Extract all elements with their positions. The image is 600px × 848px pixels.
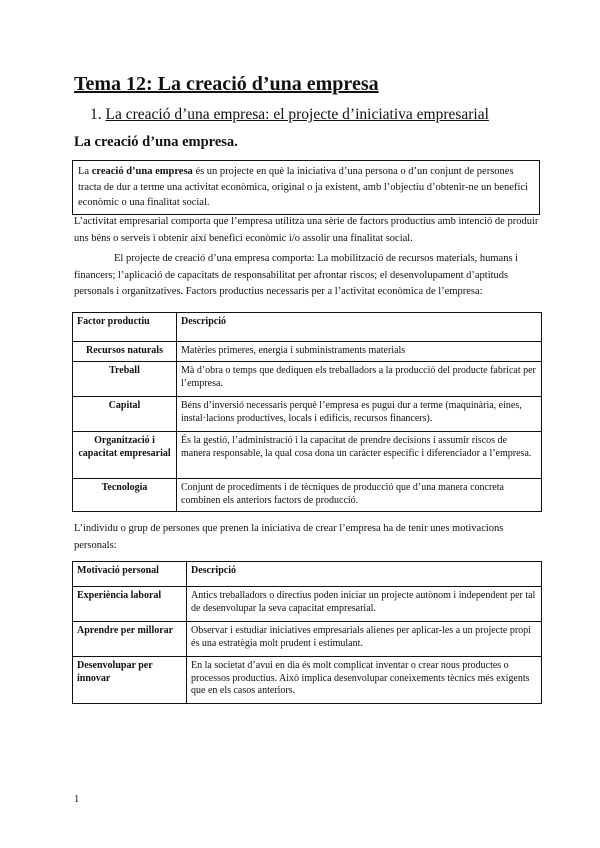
section-heading: La creació d’una empresa. xyxy=(74,134,238,150)
table-header-row xyxy=(73,562,542,587)
motivation-description: Antics treballadors o directius poden iniciar un projecte autònom i independent per tal de desenvolupar la seva capacitat empresarial. xyxy=(187,587,542,622)
table-header-cell: Factor productiu xyxy=(73,313,177,342)
subtitle xyxy=(90,106,489,124)
definition-prefix: La xyxy=(78,166,92,177)
definition-text: és un projecte en què la iniciativa d’una persona o d’un conjunt de persones tracta de dur a terme una activitat econòmica, original o ja existent, amb l’objectiu d’obtenir-ne un benefici econòmic o una finalitat social. xyxy=(78,166,528,208)
table-row xyxy=(73,432,542,479)
factors-table xyxy=(72,312,542,512)
motivation-name: Desenvolupar per innovar xyxy=(73,657,187,704)
table-header-cell: Descripció xyxy=(187,562,542,587)
table-row xyxy=(73,397,542,432)
motivation-name: Experiència laboral xyxy=(73,587,187,622)
factor-name: Tecnologia xyxy=(73,479,177,512)
table-row xyxy=(73,342,542,362)
paragraph-motivations: L’individu o grup de persones que prenen la iniciativa de crear l’empresa ha de tenir unes motivacions personals: xyxy=(74,523,504,551)
table-row xyxy=(73,587,542,622)
definition-term: creació d’una empresa xyxy=(91,166,193,177)
table-header-cell: Descripció xyxy=(177,313,542,342)
factor-description: Mà d’obra o temps que dediquen els treballadors a la producció del producte fabricat per l’empresa. xyxy=(177,362,542,397)
factor-description: Conjunt de procediments i de tècniques de producció que d’una manera concreta combinen els anteriors factors de producció. xyxy=(177,479,542,512)
factor-name: Capital xyxy=(73,397,177,432)
page-number: 1 xyxy=(74,794,80,805)
definition-box xyxy=(72,160,540,215)
table-row xyxy=(73,657,542,704)
factor-description: És la gestió, l’administració i la capacitat de prendre decisions i assumir riscos de manera responsable, la qual cosa dona un caràcter específic i diferenciador a l’empresa. xyxy=(177,432,542,479)
factor-description: Béns d’inversió necessaris perquè l’empresa es pugui dur a terme (maquinària, eines, instal·lacions productives, locals i edificis, recursos financers). xyxy=(177,397,542,432)
motivation-description: Observar i estudiar iniciatives empresarials alienes per aplicar-les a un projecte propi és una estratègia molt prudent i estimulant. xyxy=(187,622,542,657)
factor-name: Treball xyxy=(73,362,177,397)
table-row xyxy=(73,622,542,657)
table-row xyxy=(73,479,542,512)
table-row xyxy=(73,362,542,397)
subtitle-text: La creació d’una empresa: el projecte d’iniciativa empresarial xyxy=(105,106,489,123)
table-header-cell: Motivació personal xyxy=(73,562,187,587)
motivations-table xyxy=(72,561,542,704)
paragraph-activity: L’activitat empresarial comporta que l’empresa utilitza una sèrie de factors productius amb intenció de produir uns béns o serveis i obtenir així benefici econòmic i/o assolir una finalitat social. xyxy=(74,216,539,244)
subtitle-number: 1. xyxy=(90,106,102,123)
page-title: Tema 12: La creació d’una empresa xyxy=(74,73,379,95)
motivation-description: En la societat d’avui en dia és molt complicat inventar o crear nous productes o processos productius. Això implica desenvolupar coneixements tècnics més exigents que en els casos anteriors. xyxy=(187,657,542,704)
factor-name: Recursos naturals xyxy=(73,342,177,362)
factor-description: Matèries primeres, energia i subministraments materials xyxy=(177,342,542,362)
factor-name: Organització i capacitat empresarial xyxy=(73,432,177,479)
paragraph-project: El projecte de creació d’una empresa comporta: La mobilització de recursos materials, humans i financers; l’aplicació de capacitats de responsabilitat per afrontar riscos; el desenvolupament d’aptituds personals i organitzatives. Factors productius necessaris per a l’activitat econòmica de l’empresa: xyxy=(74,253,519,297)
motivation-name: Aprendre per millorar xyxy=(73,622,187,657)
table-header-row xyxy=(73,313,542,342)
